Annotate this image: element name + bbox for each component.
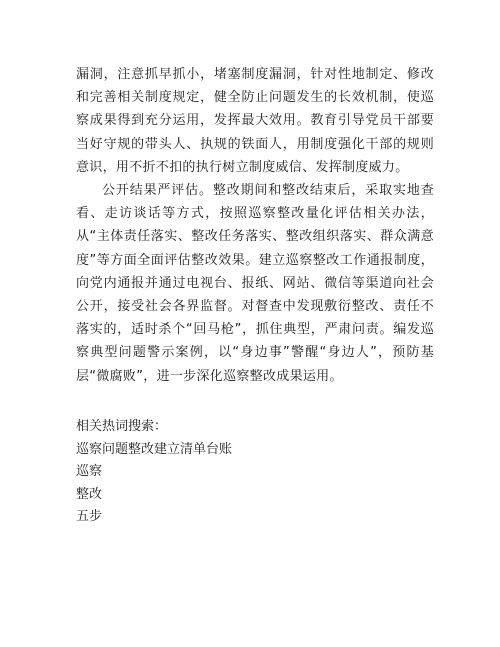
related-search-heading: 相关热词搜索： bbox=[76, 419, 168, 434]
paragraph-continuation: 漏洞，注意抓早抓小，堵塞制度漏洞，针对性地制定、修改和完善相关制度规定，健全防止问题发生的长效机制，使巡察成果得到充分运用，发挥最大效用。教育引导党员干部要当好守规的带头人、执规的铁面人，用制度强化干部的规则意识，用不折不扣的执行树立制度威信、发挥制度威力。 bbox=[76, 67, 434, 175]
search-term[interactable]: 巡察 bbox=[76, 464, 103, 479]
search-term[interactable]: 五步 bbox=[76, 509, 103, 524]
search-term[interactable]: 巡察问题整改建立清单台账 bbox=[76, 441, 233, 457]
search-term[interactable]: 整改 bbox=[76, 486, 103, 502]
paragraph-evaluation: 公开结果严评估。整改期间和整改结束后，采取实地查看、走访谈话等方式，按照巡察整改量化评估相关办法，从“主体责任落实、整改任务落实、整改组织落实、群众满意度”等方面全面评估整改效果。建立巡察整改工作通报制度，向党内通报并通过电视台、报纸、网站、微信等渠道向社会公开，接受社会各界监督。对督查中发现敷衍整改、责任不落实的，适时杀个“回马枪”，抓住典型，严肃问责。编发巡察典型问题警示案例，以“身边事”警醒“身边人”，预防基层“微腐败”，进一步深化巡察整改成果运用。 bbox=[76, 183, 434, 384]
related-search-section bbox=[76, 416, 436, 529]
document-body bbox=[76, 63, 434, 388]
